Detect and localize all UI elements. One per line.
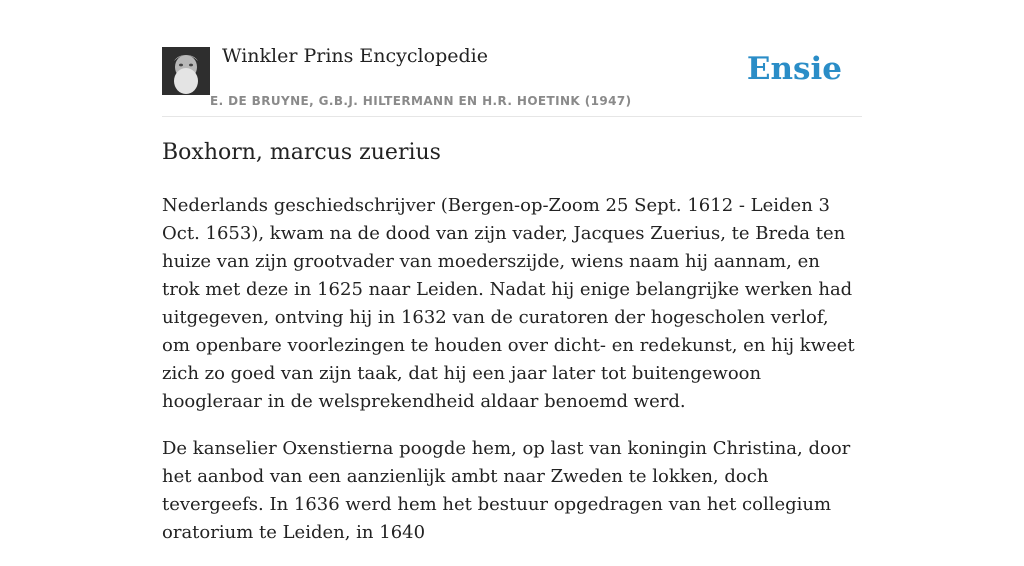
article-paragraph: De kanselier Oxenstierna poogde hem, op last van koningin Christina, door het aanbod van een aanzienlijk ambt naar Zweden te lokken, doch tevergeefs. In 1636 werd hem het bestuur opgedragen van het collegium oratorium te Leiden, in 1640 — [162, 438, 851, 543]
page-container — [162, 0, 862, 543]
publication-header — [162, 0, 862, 117]
article-paragraph: Nederlands geschiedschrijver (Bergen-op-Zoom 25 Sept. 1612 - Leiden 3 Oct. 1653), kwam na de dood van zijn vader, Jacques Zuerius, te Breda ten huize van zijn grootvader van moederszijde, wiens naam hij aannam, en trok met deze in 1625 naar Leiden. Nadat hij enige belangrijke werken had uitgegeven, ontving hij in 1632 van de curatoren der hogescholen verlof, om openbare voorlezingen te houden over dicht- en redekunst, en hij kweet zich zo goed van zijn taak, dat hij een jaar later tot buitengewoon hoogleraar in de welsprekendheid aldaar benoemd werd. — [162, 195, 855, 412]
avatar[interactable] — [162, 47, 210, 95]
article-body — [162, 192, 862, 566]
brand-logo-link[interactable]: Ensie — [746, 51, 842, 87]
portrait-icon — [162, 47, 210, 95]
publication-title[interactable]: Winkler Prins Encyclopedie — [222, 45, 488, 67]
publication-authors: E. DE BRUYNE, G.B.J. HILTERMANN EN H.R. HOETINK (1947) — [210, 94, 632, 108]
article-title: Boxhorn, marcus zuerius — [162, 140, 441, 165]
